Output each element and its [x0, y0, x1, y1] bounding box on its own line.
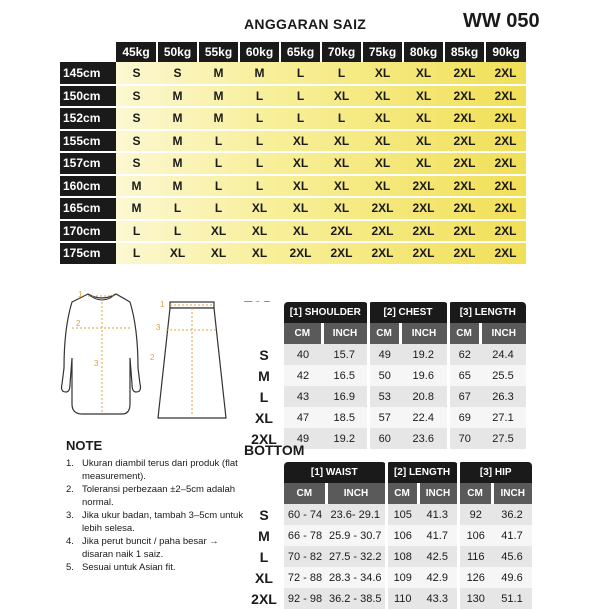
size-cell: 2XL — [280, 242, 321, 265]
measure-value: 108 — [386, 546, 418, 567]
bottom-size-row — [244, 567, 532, 588]
note-item — [66, 458, 244, 483]
measure-value: 42 — [284, 365, 322, 386]
size-cell: XL — [321, 85, 362, 108]
height-label: 150cm — [60, 85, 116, 108]
measure-value: 66 - 78 — [284, 525, 326, 546]
bottom-marker-1: 1 — [160, 300, 165, 309]
measure-value: 28.3 - 34.6 — [326, 567, 386, 588]
top-marker-1: 1 — [78, 290, 83, 299]
measure-value: 106 — [458, 525, 492, 546]
measure-value: 45.6 — [492, 546, 532, 567]
measure-value: 24.4 — [480, 344, 526, 365]
size-cell: 2XL — [485, 152, 526, 175]
size-label: L — [259, 388, 269, 405]
unit-label: INCH — [326, 483, 386, 504]
unit-label: INCH — [480, 323, 526, 344]
height-label: 160cm — [60, 175, 116, 198]
size-cell: M — [116, 197, 157, 220]
matrix-row — [60, 130, 526, 153]
size-cell: 2XL — [444, 107, 485, 130]
note-number: 4. — [66, 536, 74, 547]
size-label: L — [259, 548, 269, 565]
top-measure-table — [244, 302, 526, 449]
measure-value: 20.8 — [400, 386, 448, 407]
size-cell: XL — [321, 175, 362, 198]
size-cell: XL — [362, 152, 403, 175]
size-cell: 2XL — [485, 242, 526, 265]
size-cell: XL — [403, 62, 444, 85]
bottom-heading: BOTTOM — [244, 442, 305, 458]
measure-value: 51.1 — [492, 588, 532, 609]
top-size-row — [244, 386, 526, 407]
matrix-row — [60, 220, 526, 243]
size-label: S — [259, 346, 269, 363]
measure-value: 60 — [368, 428, 400, 449]
measure-value: 126 — [458, 567, 492, 588]
measure-value: 25.5 — [480, 365, 526, 386]
size-cell: L — [239, 152, 280, 175]
note-title: NOTE — [66, 438, 103, 453]
size-cell: XL — [280, 130, 321, 153]
size-cell: L — [198, 152, 239, 175]
size-cell: XL — [239, 242, 280, 265]
measure-value: 105 — [386, 504, 418, 525]
size-cell: L — [280, 107, 321, 130]
page-title: ANGGARAN SAIZ — [244, 16, 367, 32]
unit-label: CM — [368, 323, 400, 344]
size-matrix — [60, 42, 526, 266]
weight-header: 75kg — [362, 42, 403, 62]
height-label: 155cm — [60, 130, 116, 153]
tunic-top-icon — [58, 288, 146, 422]
note-item — [66, 510, 244, 535]
size-cell: 2XL — [362, 242, 403, 265]
size-cell: 2XL — [485, 220, 526, 243]
size-cell: XL — [198, 242, 239, 265]
unit-label: CM — [284, 483, 326, 504]
matrix-row — [60, 175, 526, 198]
size-label: XL — [255, 569, 273, 586]
matrix-row — [60, 152, 526, 175]
size-cell: M — [157, 175, 198, 198]
size-cell: L — [321, 62, 362, 85]
size-cell: 2XL — [403, 220, 444, 243]
size-cell: 2XL — [444, 130, 485, 153]
measure-value: 57 — [368, 407, 400, 428]
note-number: 1. — [66, 458, 74, 469]
note-number: 3. — [66, 510, 74, 521]
measure-value: 25.9 - 30.7 — [326, 525, 386, 546]
measure-value: 53 — [368, 386, 400, 407]
measure-value: 40 — [284, 344, 322, 365]
measure-value: 49.6 — [492, 567, 532, 588]
size-label: XL — [255, 409, 273, 426]
measure-value: 72 - 88 — [284, 567, 326, 588]
top-marker-3: 3 — [94, 359, 99, 368]
size-cell: 2XL — [444, 220, 485, 243]
size-cell: 2XL — [362, 197, 403, 220]
measure-value: 27.5 - 32.2 — [326, 546, 386, 567]
size-cell: XL — [239, 197, 280, 220]
size-cell: 2XL — [485, 130, 526, 153]
size-cell: XL — [362, 175, 403, 198]
measure-value: 41.7 — [418, 525, 458, 546]
size-cell: 2XL — [362, 220, 403, 243]
measure-value: 110 — [386, 588, 418, 609]
size-cell: M — [157, 152, 198, 175]
size-cell: S — [157, 62, 198, 85]
size-cell: 2XL — [444, 242, 485, 265]
size-cell: L — [321, 107, 362, 130]
measure-value: 27.5 — [480, 428, 526, 449]
measure-value: 18.5 — [322, 407, 368, 428]
size-cell: M — [157, 85, 198, 108]
size-cell: XL — [362, 130, 403, 153]
bottom-size-row — [244, 525, 532, 546]
measure-value: 36.2 — [492, 504, 532, 525]
size-cell: XL — [280, 152, 321, 175]
height-label: 152cm — [60, 107, 116, 130]
size-cell: 2XL — [321, 220, 362, 243]
size-cell: XL — [403, 152, 444, 175]
measure-value: 92 - 98 — [284, 588, 326, 609]
size-cell: 2XL — [444, 152, 485, 175]
size-cell: L — [198, 197, 239, 220]
measure-value: 130 — [458, 588, 492, 609]
measure-value: 49 — [284, 428, 322, 449]
size-cell: L — [116, 220, 157, 243]
bottom-group-hip: [3] HIP — [458, 462, 532, 483]
unit-label: INCH — [418, 483, 458, 504]
top-group-shoulder: [1] SHOULDER — [284, 302, 368, 323]
measure-value: 23.6- 29.1 — [326, 504, 386, 525]
measure-value: 42.5 — [418, 546, 458, 567]
measure-value: 69 — [448, 407, 480, 428]
size-cell: L — [239, 85, 280, 108]
height-label: 145cm — [60, 62, 116, 85]
measure-value: 41.7 — [492, 525, 532, 546]
size-cell: 2XL — [403, 197, 444, 220]
note-list — [66, 458, 244, 576]
top-group-length: [3] LENGTH — [448, 302, 526, 323]
measure-value: 67 — [448, 386, 480, 407]
measure-value: 92 — [458, 504, 492, 525]
note-number: 2. — [66, 484, 74, 495]
size-cell: 2XL — [485, 197, 526, 220]
bottom-size-row — [244, 588, 532, 609]
measure-value: 65 — [448, 365, 480, 386]
size-cell: XL — [321, 152, 362, 175]
measure-value: 49 — [368, 344, 400, 365]
measure-value: 19.2 — [400, 344, 448, 365]
unit-label: INCH — [492, 483, 532, 504]
measure-value: 70 - 82 — [284, 546, 326, 567]
weight-header: 90kg — [485, 42, 526, 62]
matrix-row — [60, 62, 526, 85]
note-text: Jika ukur badan, tambah 3–5cm untuk lebih selesa. — [82, 510, 244, 534]
measure-value: 19.2 — [322, 428, 368, 449]
matrix-row — [60, 85, 526, 108]
measure-value: 22.4 — [400, 407, 448, 428]
size-cell: 2XL — [444, 62, 485, 85]
size-cell: 2XL — [485, 107, 526, 130]
note-item — [66, 484, 244, 509]
size-cell: XL — [239, 220, 280, 243]
measure-value: 70 — [448, 428, 480, 449]
weight-header: 45kg — [116, 42, 157, 62]
size-cell: XL — [403, 130, 444, 153]
size-cell: 2XL — [444, 175, 485, 198]
size-cell: XL — [362, 107, 403, 130]
bottom-marker-2: 2 — [150, 353, 155, 362]
size-cell: XL — [157, 242, 198, 265]
unit-label: CM — [284, 323, 322, 344]
top-group-chest: [2] CHEST — [368, 302, 448, 323]
bottom-measure-table — [244, 462, 532, 609]
size-label: 2XL — [251, 590, 277, 607]
matrix-row — [60, 242, 526, 265]
note-item — [66, 536, 244, 561]
note-number: 5. — [66, 562, 74, 573]
measure-value: 60 - 74 — [284, 504, 326, 525]
weight-header: 55kg — [198, 42, 239, 62]
measure-value: 16.5 — [322, 365, 368, 386]
weight-header: 60kg — [239, 42, 280, 62]
size-cell: L — [239, 107, 280, 130]
measure-value: 15.7 — [322, 344, 368, 365]
size-cell: M — [157, 107, 198, 130]
size-cell: S — [116, 85, 157, 108]
measure-value: 43.3 — [418, 588, 458, 609]
unit-label: CM — [448, 323, 480, 344]
size-cell: L — [157, 220, 198, 243]
size-cell: 2XL — [403, 175, 444, 198]
size-cell: L — [198, 130, 239, 153]
measure-value: 16.9 — [322, 386, 368, 407]
top-size-row — [244, 407, 526, 428]
note-text: Jika perut buncit / paha besar → disaran naik 1 saiz. — [82, 536, 219, 560]
size-cell: XL — [280, 175, 321, 198]
weight-header: 80kg — [403, 42, 444, 62]
size-cell: M — [198, 62, 239, 85]
product-code: WW 050 — [463, 10, 540, 32]
skirt-icon — [148, 298, 234, 428]
size-cell: M — [116, 175, 157, 198]
size-cell: L — [239, 130, 280, 153]
unit-label: CM — [458, 483, 492, 504]
size-cell: XL — [321, 197, 362, 220]
size-cell: L — [280, 85, 321, 108]
matrix-row — [60, 197, 526, 220]
size-cell: XL — [321, 130, 362, 153]
unit-label: CM — [386, 483, 418, 504]
height-label: 157cm — [60, 152, 116, 175]
measure-value: 106 — [386, 525, 418, 546]
size-cell: M — [157, 130, 198, 153]
size-cell: XL — [198, 220, 239, 243]
size-cell: L — [280, 62, 321, 85]
size-cell: XL — [362, 62, 403, 85]
size-label: S — [259, 506, 269, 523]
measure-value: 19.6 — [400, 365, 448, 386]
size-cell: 2XL — [403, 242, 444, 265]
size-label: M — [258, 367, 270, 384]
size-cell: M — [239, 62, 280, 85]
size-cell: L — [239, 175, 280, 198]
size-cell: S — [116, 152, 157, 175]
unit-label: INCH — [400, 323, 448, 344]
measure-value: 62 — [448, 344, 480, 365]
note-text: Toleransi perbezaan ±2–5cm adalah normal. — [82, 484, 236, 508]
measure-value: 27.1 — [480, 407, 526, 428]
note-text: Ukuran diambil terus dari produk (flat measurement). — [82, 458, 238, 482]
weight-header: 70kg — [321, 42, 362, 62]
measure-value: 23.6 — [400, 428, 448, 449]
size-cell: XL — [280, 197, 321, 220]
measure-value: 36.2 - 38.5 — [326, 588, 386, 609]
size-cell: 2XL — [321, 242, 362, 265]
height-label: 165cm — [60, 197, 116, 220]
height-label: 170cm — [60, 220, 116, 243]
measure-value: 109 — [386, 567, 418, 588]
bottom-group-waist: [1] WAIST — [284, 462, 386, 483]
matrix-corner — [60, 42, 116, 62]
size-cell: S — [116, 130, 157, 153]
top-marker-2: 2 — [76, 319, 81, 328]
size-cell: 2XL — [485, 85, 526, 108]
size-cell: 2XL — [444, 85, 485, 108]
top-size-row — [244, 344, 526, 365]
measure-value: 43 — [284, 386, 322, 407]
size-cell: L — [198, 175, 239, 198]
measure-value: 42.9 — [418, 567, 458, 588]
height-label: 175cm — [60, 242, 116, 265]
unit-label: INCH — [322, 323, 368, 344]
size-cell: 2XL — [444, 197, 485, 220]
bottom-size-row — [244, 546, 532, 567]
measure-value: 47 — [284, 407, 322, 428]
weight-header: 50kg — [157, 42, 198, 62]
size-cell: XL — [403, 85, 444, 108]
note-text: Sesuai untuk Asian fit. — [82, 562, 176, 573]
measure-value: 26.3 — [480, 386, 526, 407]
size-cell: XL — [280, 220, 321, 243]
size-cell: L — [157, 197, 198, 220]
size-label: 2XL — [251, 430, 277, 447]
size-cell: XL — [362, 85, 403, 108]
matrix-row — [60, 107, 526, 130]
bottom-size-row — [244, 504, 532, 525]
size-label: M — [258, 527, 270, 544]
measure-value: 41.3 — [418, 504, 458, 525]
size-cell: M — [198, 107, 239, 130]
weight-header: 85kg — [444, 42, 485, 62]
weight-header: 65kg — [280, 42, 321, 62]
size-cell: S — [116, 107, 157, 130]
size-cell: 2XL — [485, 62, 526, 85]
size-cell: 2XL — [485, 175, 526, 198]
measure-value: 116 — [458, 546, 492, 567]
note-item — [66, 562, 244, 575]
bottom-marker-3: 3 — [156, 323, 161, 332]
top-size-row — [244, 365, 526, 386]
size-cell: XL — [403, 107, 444, 130]
measure-value: 50 — [368, 365, 400, 386]
size-cell: M — [198, 85, 239, 108]
size-cell: S — [116, 62, 157, 85]
bottom-group-length: [2] LENGTH — [386, 462, 458, 483]
size-cell: L — [116, 242, 157, 265]
